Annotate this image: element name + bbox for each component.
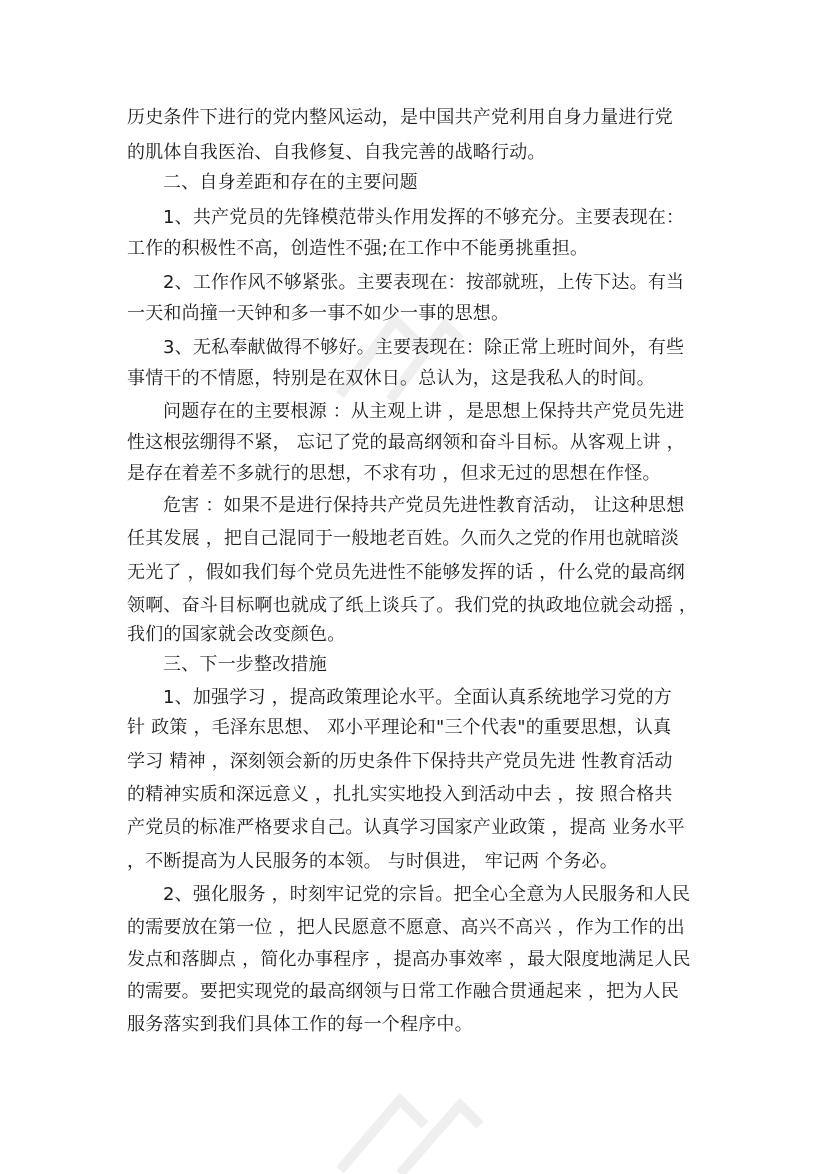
text-line: 是存在着差不多就行的思想，不求有功 ，但求无过的思想在作怪。 — [127, 463, 661, 484]
text-line: 的精神实质和深远意义 ，扎扎实实地投入到活动中去 ，按 照合格共 — [127, 784, 673, 805]
watermark-bottom — [330, 1070, 490, 1174]
text-line: 领啊、奋斗目标啊也就成了纸上谈兵了。我们党的执政地位就会动摇 ， — [127, 595, 698, 616]
text-line: 问题存在的主要根源 ：从主观上讲 ，是思想上保持共产党员先进 — [163, 401, 685, 422]
text-line: 1、加强学习 ，提高政策理论水平。全面认真系统地学习党的方 — [163, 687, 672, 708]
text-line: 服务落实到我们具体工作的每一个程序中。 — [127, 1014, 473, 1035]
text-line: 3、无私奉献做得不够好。主要表现在：除正常上班时间外，有些 — [163, 337, 685, 358]
text-line: 学习 精神 ，深刻领会新的历史条件下保持共产党员先进 性教育活动 — [127, 751, 673, 772]
text-line: 工作的积极性不高，创造性不强;在工作中不能勇挑重担。 — [127, 238, 589, 259]
text-line: 发点和落脚点 ，简化办事程序 ，提高办事效率 ，最大限度地满足人民 — [127, 949, 691, 970]
text-line: 性这根弦绷得不紧， 忘记了党的最高纲领和奋斗目标。从客观上讲 ， — [127, 432, 685, 453]
section-heading: 二、自身差距和存在的主要问题 — [163, 172, 418, 193]
text-line: 针 政策 ，毛泽东思想、 邓小平理论和"三个代表"的重要思想，认真 — [127, 717, 672, 738]
text-line: 我们的国家就会改变颜色。 — [127, 624, 346, 645]
text-line: 任其发展 ，把自己混同于一般地老百姓。久而久之党的作用也就暗淡 — [127, 528, 679, 549]
text-line: 一天和尚撞一天钟和多一事不如少一事的思想。 — [127, 303, 510, 324]
text-line: 产党员的标准严格要求自己。认真学习国家产业政策 ，提高 业务水平 — [127, 817, 685, 838]
text-line: 2、强化服务 ，时刻牢记党的宗旨。把全心全意为人民服务和人民 — [163, 884, 691, 905]
text-line: ，不断提高为人民服务的本领。 与时俱进， 牢记两 个务必。 — [127, 851, 618, 872]
text-line: 危害 ：如果不是进行保持共产党员先进性教育活动， 让这种思想 — [163, 495, 685, 516]
text-line: 1、共产党员的先锋模范带头作用发挥的不够充分。主要表现在： — [163, 207, 685, 228]
text-line: 的需要。要把实现党的最高纲领与日常工作融合贯通起来 ，把为人民 — [127, 981, 679, 1002]
text-line: 无光了 ，假如我们每个党员先进性不能够发挥的话 ，什么党的最高纲 — [127, 562, 685, 583]
text-line: 的肌体自我医治、自我修复、自我完善的战略行动。 — [127, 142, 546, 163]
text-line: 历史条件下进行的党内整风运动，是中国共产党利用自身力量进行党 — [127, 107, 673, 128]
text-line: 事情干的不情愿，特别是在双休日。总认为，这是我私人的时间。 — [127, 368, 655, 389]
text-line: 2、工作作风不够紧张。主要表现在：按部就班，上传下达。有当 — [163, 272, 685, 293]
text-line: 的需要放在第一位 ，把人民愿意不愿意、高兴不高兴 ，作为工作的出 — [127, 917, 685, 938]
section-heading: 三、下一步整改措施 — [163, 654, 327, 675]
